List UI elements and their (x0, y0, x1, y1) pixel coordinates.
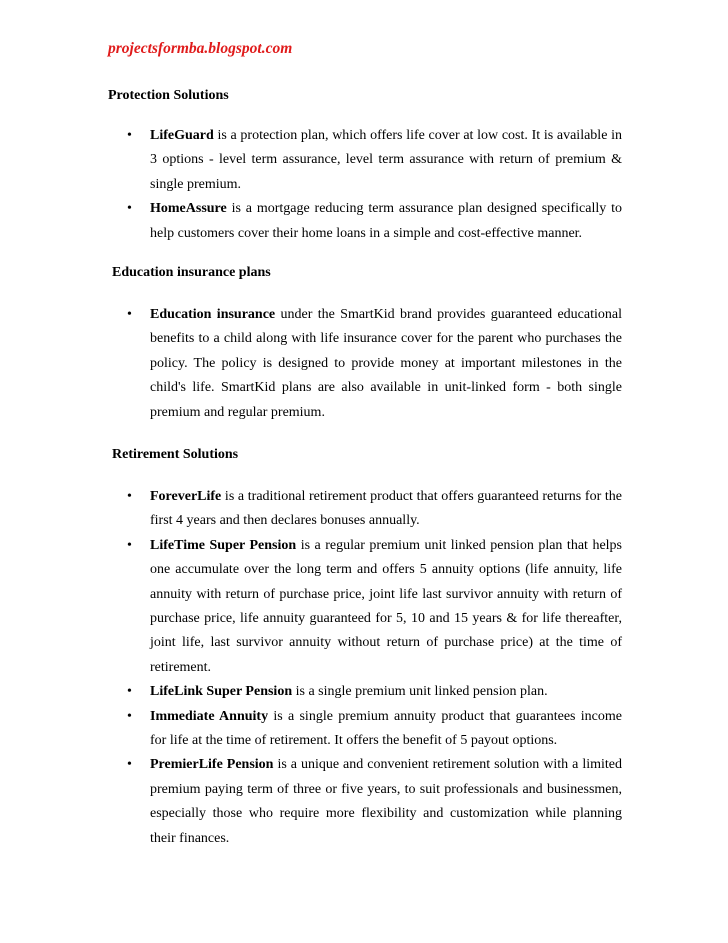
item-text: under the SmartKid brand provides guaranteed educational benefits to a child along with life insurance cover for the parent who purchases the policy. The policy is designed to provide money at important milestones in the child's life. SmartKid plans are also available in unit-linked form - both single premium and regular premium. (150, 307, 622, 420)
list-item-lifetime-super-pension (0, 534, 622, 680)
item-text: is a single premium annuity product that guarantees income for life at the time of retirement. It offers the benefit of 5 payout options. (150, 708, 622, 749)
item-term: Immediate Annuity (150, 708, 269, 724)
item-term: HomeAssure (150, 201, 227, 217)
site-url: projectsformba.blogspot.com (108, 40, 293, 57)
item-term: LifeLink Super Pension (150, 684, 293, 700)
list-item-foreverlife (0, 485, 622, 534)
list-item-homeassure (0, 197, 622, 246)
item-text: is a unique and convenient retirement solution with a limited premium paying term of three or five years, to suit professionals and businessmen, especially those who require more flexibility and customization while planning their finances. (150, 757, 622, 846)
item-term: LifeTime Super Pension (150, 537, 297, 553)
list-item-education-insurance (0, 303, 622, 425)
item-text: is a regular premium unit linked pension plan that helps one accumulate over the long term and offers 5 annuity options (life annuity, life annuity with return of purchase price, joint life last survivor annuity with return of purchase price, life annuity guaranteed for 5, 10 and 15 years & for life thereafter, joint life, last survivor annuity without return of purchase price) at the time of retirement. (150, 537, 622, 675)
list-item-immediate-annuity (0, 705, 622, 754)
item-text: is a mortgage reducing term assurance plan designed specifically to help customers cover their home loans in a simple and cost-effective manner. (150, 201, 622, 241)
bullet-icon: • (127, 307, 132, 322)
section-heading-education-insurance-plans: Education insurance plans (112, 265, 271, 280)
item-text: is a protection plan, which offers life cover at low cost. It is available in 3 options - level term assurance, level term assurance with return of premium & single premium. (150, 128, 622, 192)
bullet-icon: • (127, 201, 132, 217)
bullet-icon: • (127, 684, 132, 700)
section-heading-protection-solutions: Protection Solutions (108, 88, 229, 103)
item-text: is a single premium unit linked pension plan. (292, 684, 548, 700)
item-term: PremierLife Pension (150, 757, 274, 773)
bullet-icon: • (127, 537, 132, 553)
education-insurance-list (0, 303, 622, 425)
bullet-icon: • (127, 708, 132, 724)
section-heading-retirement-solutions: Retirement Solutions (112, 447, 239, 462)
protection-solutions-list (0, 124, 622, 246)
item-text: is a traditional retirement product that offers guaranteed returns for the first 4 years and then declares bonuses annually. (150, 489, 622, 529)
retirement-solutions-list (0, 485, 622, 851)
list-item-lifelink-super-pension (0, 680, 622, 704)
item-term: LifeGuard (150, 128, 214, 143)
item-term: ForeverLife (150, 489, 222, 504)
bullet-icon: • (127, 489, 132, 504)
list-item-lifeguard (0, 124, 622, 197)
bullet-icon: • (127, 757, 132, 773)
item-term: Education insurance (150, 307, 276, 322)
bullet-icon: • (127, 128, 132, 143)
list-item-premierlife-pension (0, 753, 622, 851)
